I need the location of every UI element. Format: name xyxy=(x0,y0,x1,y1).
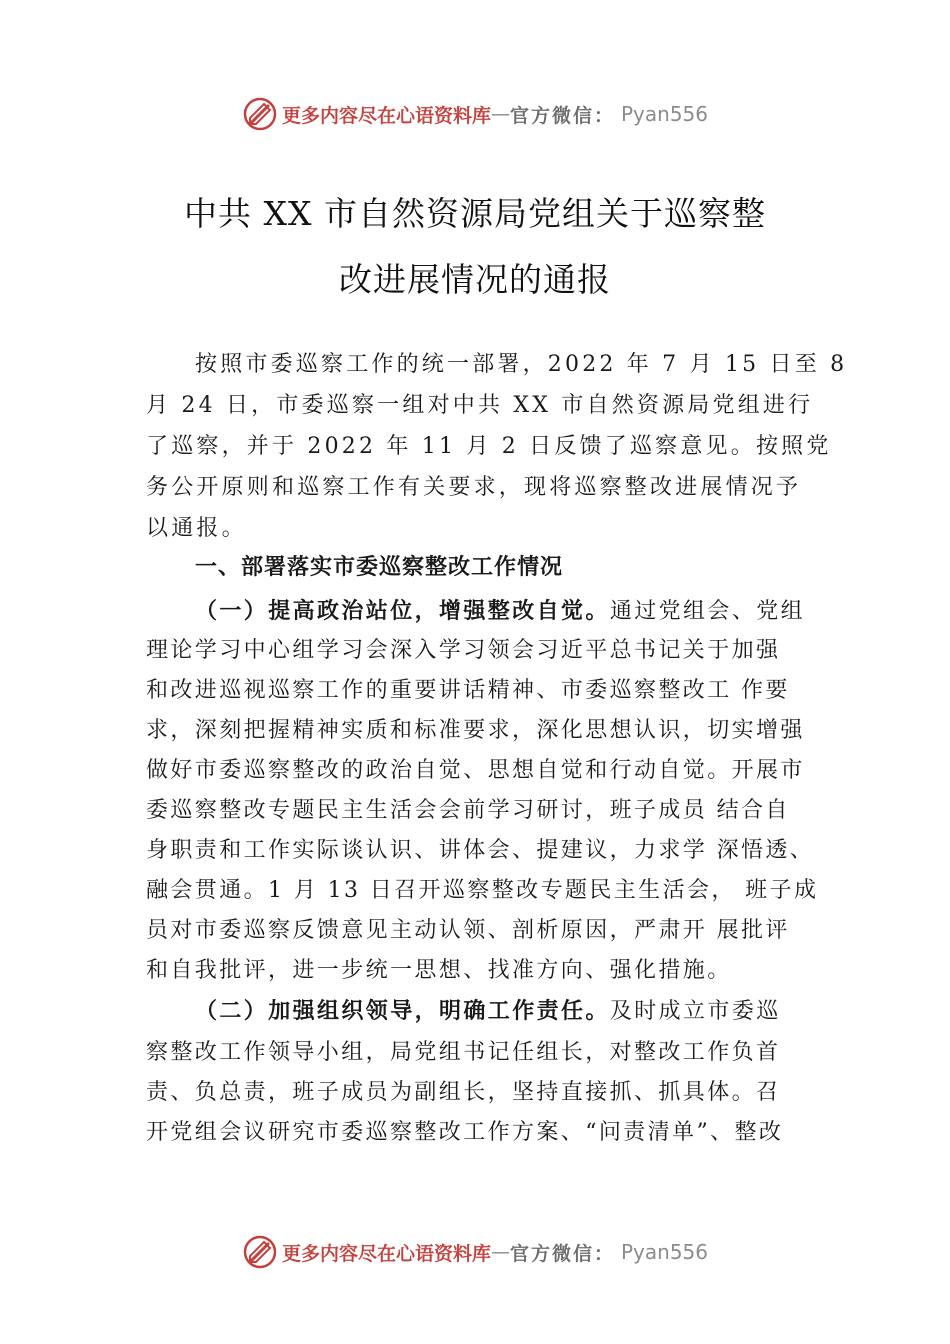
subsection-1-line: 和自我批评，进一步统一思想、找准方向、强化措施。 xyxy=(146,958,732,983)
subsection-2-heading: （二）加强组织领导，明确工作责任。 xyxy=(195,998,610,1024)
subsection-2-line: 开党组会议研究市委巡察整改工作方案、“问责清单”、整改 xyxy=(146,1120,784,1145)
watermark-wechat-id: Pyan556 xyxy=(621,1240,709,1264)
watermark-brand: 更多内容尽在心语资料库 xyxy=(281,104,491,127)
intro-line: 了巡察，并于 2022 年 11 月 2 日反馈了巡察意见。按照党 xyxy=(146,434,832,459)
watermark-label: 官方微信： xyxy=(509,1242,615,1265)
subsection-1-line: 做好市委巡察整改的政治自觉、思想自觉和行动自觉。开展市 xyxy=(146,758,805,783)
watermark-separator: — xyxy=(490,103,510,125)
subsection-1-line: 融会贯通。1 月 13 日召开巡察整改专题民主生活会， 班子成 xyxy=(146,878,819,903)
intro-line: 务公开原则和巡察工作有关要求，现将巡察整改进展情况予 xyxy=(146,475,802,500)
watermark-label: 官方微信： xyxy=(509,104,615,127)
watermark-separator: — xyxy=(490,1241,510,1263)
section-heading: 一、部署落实市委巡察整改工作情况 xyxy=(195,555,564,580)
subsection-2-line: 察整改工作领导小组，局党组书记任组长，对整改工作负首 xyxy=(146,1040,781,1065)
intro-line: 以通报。 xyxy=(146,516,247,541)
subsection-1-line: 求，深刻把握精神实质和标准要求，深化思想认识，切实增强 xyxy=(146,718,805,743)
brand-logo-icon xyxy=(242,96,278,132)
document-title-line-1: 中共 XX 市自然资源局党组关于巡察整 xyxy=(184,194,766,233)
subsection-1-line: 身职责和工作实际谈认识、讲体会、提建议，力求学 深悟透、 xyxy=(146,838,815,863)
subsection-1-line: 理论学习中心组学习会深入学习领会习近平总书记关于加强 xyxy=(146,638,781,663)
document-title-line-2: 改进展情况的通报 xyxy=(339,260,611,299)
subsection-1-line: 员对市委巡察反馈意见主动认领、剖析原因，严肃开 展批评 xyxy=(146,918,790,943)
subsection-1-line: 和改进巡视巡察工作的重要讲话精神、市委巡察整改工 作要 xyxy=(146,678,790,703)
subsection-1-heading: （一）提高政治站位，增强整改自觉。 xyxy=(195,598,610,624)
brand-logo-icon xyxy=(242,1234,278,1270)
subsection-1-first-line xyxy=(195,596,885,626)
subsection-2-line: 责、负总责，班子成员为副组长，坚持直接抓、抓具体。召 xyxy=(146,1080,781,1105)
watermark-wechat-id: Pyan556 xyxy=(621,102,709,126)
watermark-header xyxy=(0,94,950,134)
watermark-footer xyxy=(0,1232,950,1272)
watermark-brand: 更多内容尽在心语资料库 xyxy=(281,1242,491,1265)
subsection-1-line: 委巡察整改专题民主生活会会前学习研讨，班子成员 结合自 xyxy=(146,798,790,823)
subsection-1-first-text: 通过党组会、党组 xyxy=(609,599,806,624)
intro-line: 按照市委巡察工作的统一部署，2022 年 7 月 15 日至 8 xyxy=(195,352,848,377)
intro-line: 月 24 日，市委巡察一组对中共 XX 市自然资源局党组进行 xyxy=(146,393,814,418)
subsection-2-first-text: 及时成立市委巡 xyxy=(609,999,781,1024)
subsection-2-first-line xyxy=(195,996,885,1026)
